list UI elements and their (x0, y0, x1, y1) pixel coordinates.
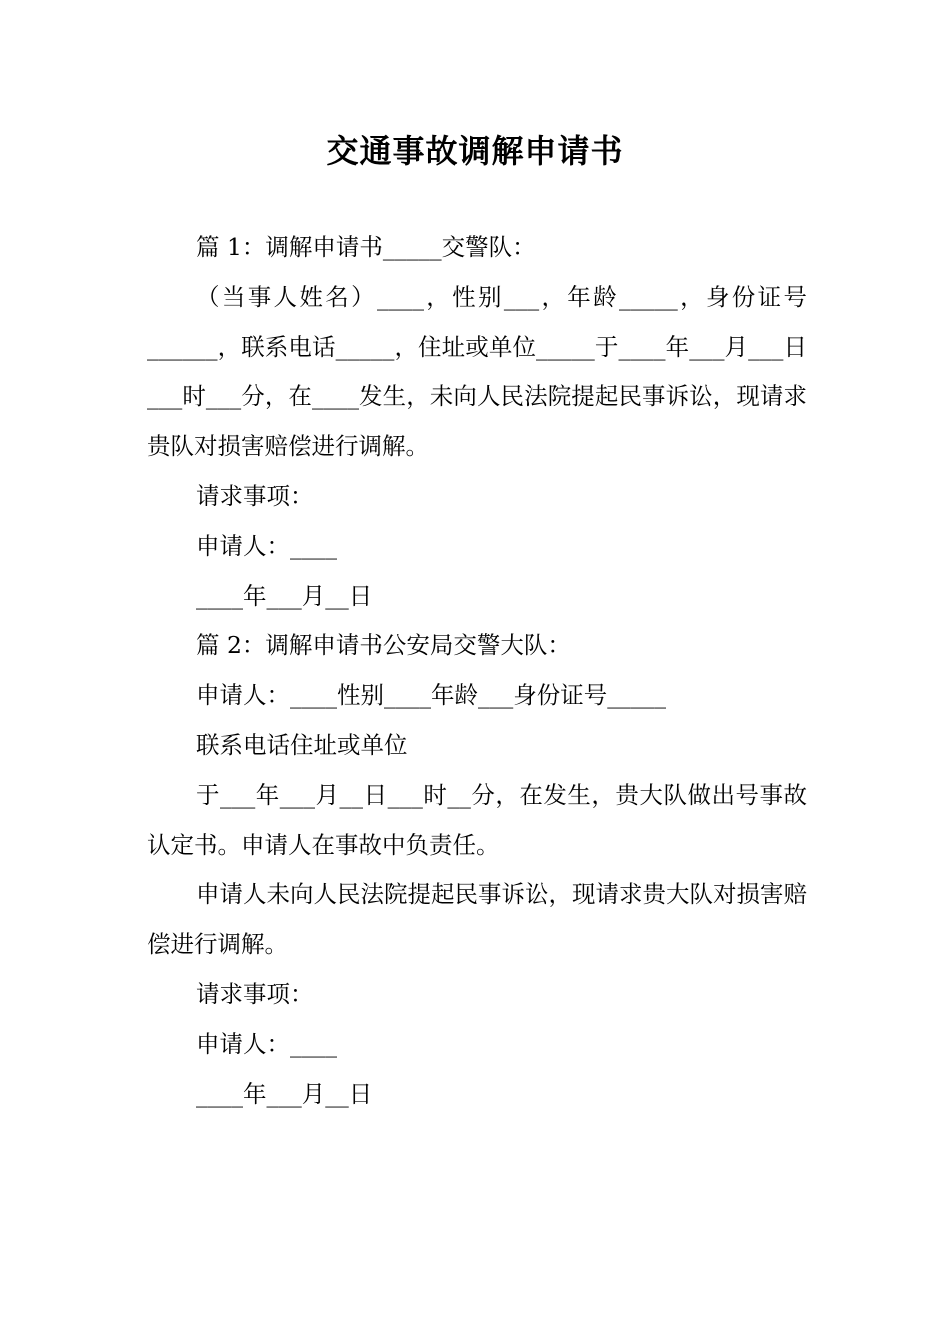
paragraph-part1-request-items: 请求事项： (196, 481, 314, 510)
paragraph-part1-applicant-info: （当事人姓名）____，性别___，年龄_____，身份证号______，联系电话_____，住址或单位_____于____年___月___日___时___分，在____发生，未向人民法院提起民事诉讼，现请求贵队对损害赔偿进行调解。 (147, 282, 807, 461)
paragraph-part2-accident-details: 于___年___月__日___时__分，在发生，贵大队做出号事故认定书。申请人在事故中负责任。 (147, 780, 807, 859)
document-title: 交通事故调解申请书 (326, 132, 624, 170)
paragraph-part2-heading: 篇 2：调解申请书公安局交警大队： (196, 631, 571, 660)
document-body (147, 223, 807, 1119)
paragraph-part2-request-statement: 申请人未向人民法院提起民事诉讼，现请求贵大队对损害赔偿进行调解。 (147, 880, 807, 959)
paragraph-part2-date: ____年___月__日 (196, 1079, 373, 1108)
paragraph-part1-heading: 篇 1：调解申请书_____交警队： (196, 233, 536, 261)
paragraph-part1-date: ____年___月__日 (196, 581, 373, 610)
paragraph-part2-applicant-signature: 申请人：____ (196, 1029, 337, 1058)
paragraph-part1-applicant-signature: 申请人：____ (196, 531, 337, 560)
paragraph-part2-applicant-info: 申请人：____性别____年龄___身份证号_____ (196, 681, 666, 710)
paragraph-part2-request-items: 请求事项： (196, 979, 314, 1008)
paragraph-part2-contact: 联系电话住址或单位 (196, 730, 408, 759)
